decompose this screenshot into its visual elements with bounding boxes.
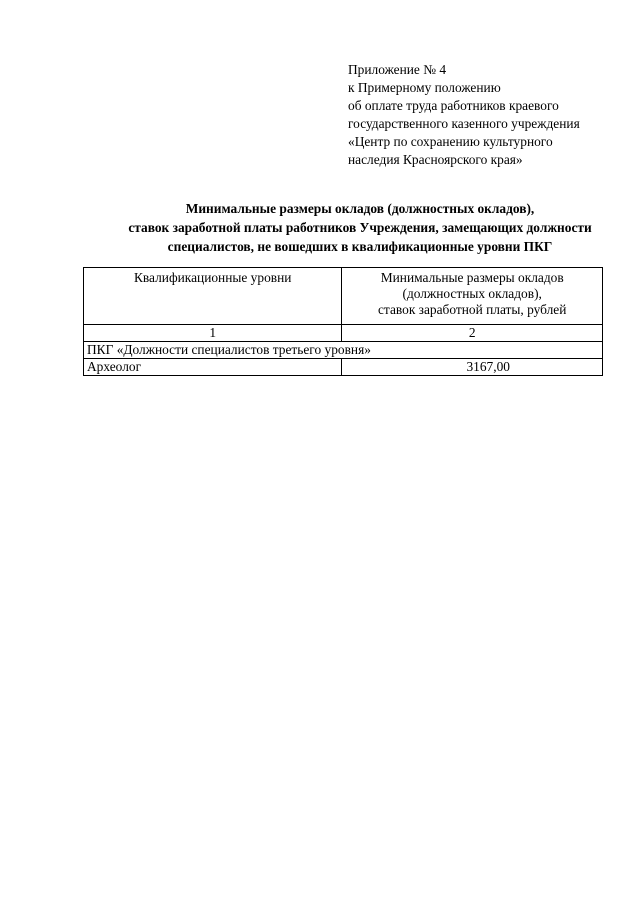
table-row xyxy=(84,359,603,376)
appendix-line: об оплате труда работников краевого xyxy=(348,98,559,113)
appendix-line: Приложение № 4 xyxy=(348,62,447,77)
appendix-line: «Центр по сохранению культурного xyxy=(348,134,553,149)
table-header-row xyxy=(84,268,603,325)
salary-table xyxy=(83,267,603,376)
header-line: Минимальные размеры окладов xyxy=(380,270,564,285)
group-row xyxy=(84,342,603,359)
title-line: Минимальные размеры окладов (должностных окладов), xyxy=(185,201,535,216)
salary-cell: 3167,00 xyxy=(342,359,603,376)
column-number-row xyxy=(84,325,603,342)
column-number: 1 xyxy=(84,325,342,342)
appendix-block xyxy=(348,61,628,169)
title-line: ставок заработной платы работников Учреждения, замещающих должности xyxy=(128,220,592,235)
appendix-line: наследия Красноярского края» xyxy=(348,152,523,167)
header-line: ставок заработной платы, рублей xyxy=(377,302,567,317)
appendix-line: к Примерному положению xyxy=(348,80,501,95)
document-title xyxy=(60,199,640,256)
header-line: (должностных окладов), xyxy=(402,286,542,301)
position-cell: Археолог xyxy=(84,359,342,376)
title-line: специалистов, не вошедших в квалификационные уровни ПКГ xyxy=(167,239,553,254)
appendix-line: государственного казенного учреждения xyxy=(348,116,580,131)
header-qualification-levels: Квалификационные уровни xyxy=(84,268,342,325)
group-label: ПКГ «Должности специалистов третьего уровня» xyxy=(84,342,603,359)
header-minimum-salaries xyxy=(342,268,603,325)
column-number: 2 xyxy=(342,325,603,342)
